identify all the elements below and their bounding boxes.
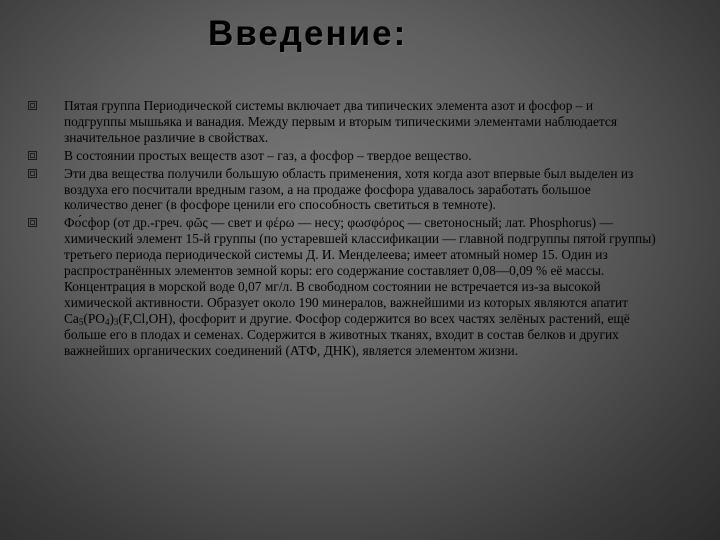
bullet-text: Эти два вещества получили большую область применения, хотя когда азот впервые был выделен из воздуха его посчитали вредным газом, а на продаже фосфора удавалось заработать большое количество денег (в фосфоре ценили его способность светиться в темноте). [64, 165, 634, 213]
subscript: 3 [113, 316, 119, 327]
bullet-item [28, 166, 658, 214]
bullet-text: Пятая группа Периодической системы включает два типических элемента азот и фосфор – и подгруппы мышьяка и ванадия. Между первым и вторым типическими элементами наблюдается значительное различие в свойствах. [64, 98, 618, 145]
bullet-list [28, 98, 658, 361]
box-bullet-icon [28, 101, 37, 110]
slide-title: Введение: [208, 14, 408, 53]
box-bullet-icon [28, 218, 37, 227]
bullet-item [28, 98, 658, 146]
bullet-item [28, 148, 658, 164]
bullet-text: В состоянии простых веществ азот – газ, а фосфор – твердое вещество. [64, 147, 472, 163]
box-bullet-icon [28, 151, 37, 160]
bullet-text: Фо́сфор (от др.-греч. φῶς — свет и φέρω — несу; φωσφόρος — светоносный; лат. Phosphorus) — химический элемент 15-й группы (по устаревшей классификации — главной подгруппы пятой группы) третьего периода периодической системы Д. И. Менделеева; имеет атомный номер 15. Один из распространённых элементов земной коры: его содержание составляет 0,08—0,09 % её массы. Концентрация в морской воде 0,07 мг/л. В свободном состоянии не встречается из-за высокой химической активности. Образует около 190 минералов, важнейшими из которых являются апатит $Ca_5(PO_4)_3(F,Cl,OH)$, фосфорит и другие. Фосфор содержится во всех частях зелёных растений, ещё больше его в плодах и семенах. Содержится в животных тканях, входит в состав белков и других важнейших органических соединений (АТФ, ДНК), является элементом жизни. [64, 215, 656, 358]
box-bullet-icon [28, 169, 37, 178]
bullet-item [28, 215, 658, 358]
subscript: 4 [104, 316, 110, 327]
subscript: 5 [78, 316, 84, 327]
